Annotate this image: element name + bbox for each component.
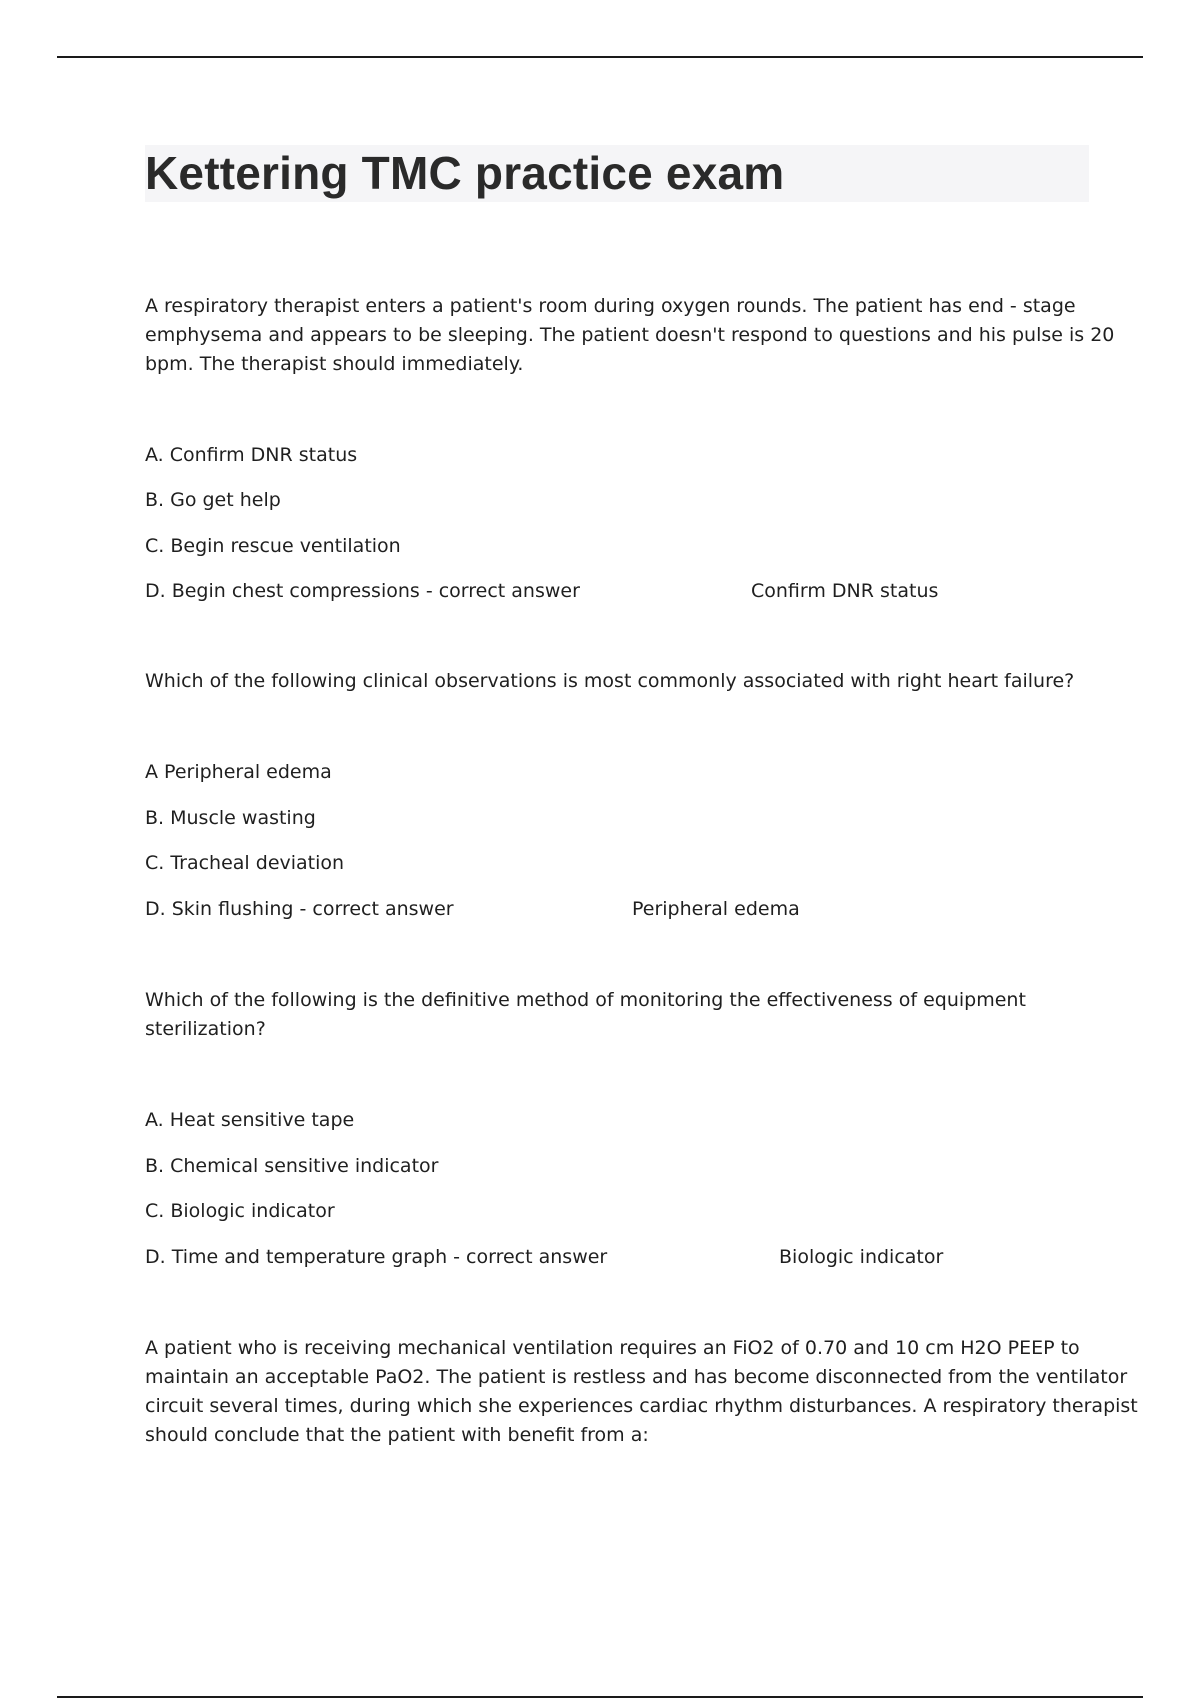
question-1-answer: Confirm DNR status <box>751 580 939 602</box>
bottom-divider <box>57 1696 1143 1698</box>
question-1-option-b: B. Go get help <box>145 489 281 511</box>
question-1-text <box>145 292 1115 379</box>
question-2-option-d: D. Skin flushing - correct answer <box>145 898 454 920</box>
question-1-option-d: D. Begin chest compressions - correct answer <box>145 580 580 602</box>
question-2-answer: Peripheral edema <box>632 898 800 920</box>
question-4-line: maintain an acceptable PaO2. The patient is restless and has become disconnected from the ventilator <box>145 1366 1128 1388</box>
question-1-line: A respiratory therapist enters a patient's room during oxygen rounds. The patient has end - stage <box>145 295 1076 317</box>
question-1-line: emphysema and appears to be sleeping. The patient doesn't respond to questions and his pulse is 20 <box>145 324 1115 346</box>
question-2-option-c: C. Tracheal deviation <box>145 852 345 874</box>
question-2-option-a: A Peripheral edema <box>145 761 332 783</box>
question-3-option-d: D. Time and temperature graph - correct answer <box>145 1246 608 1268</box>
question-3-option-c: C. Biologic indicator <box>145 1200 335 1222</box>
question-3-option-a: A. Heat sensitive tape <box>145 1109 355 1131</box>
question-1-line: bpm. The therapist should immediately. <box>145 353 524 375</box>
question-2-option-b: B. Muscle wasting <box>145 807 316 829</box>
question-3-text <box>145 986 1090 1044</box>
question-2-text <box>145 667 1090 696</box>
question-4-line: circuit several times, during which she experiences cardiac rhythm disturbances. A respiratory therapist <box>145 1395 1138 1417</box>
question-2-line: Which of the following clinical observations is most commonly associated with right heart failure? <box>145 670 1075 692</box>
question-4-text <box>145 1334 1138 1450</box>
top-divider <box>57 56 1143 58</box>
question-4-line: A patient who is receiving mechanical ventilation requires an FiO2 of 0.70 and 10 cm H2O PEEP to <box>145 1337 1080 1359</box>
question-3-line: sterilization? <box>145 1018 266 1040</box>
question-1-option-c: C. Begin rescue ventilation <box>145 535 401 557</box>
question-3-answer: Biologic indicator <box>779 1246 944 1268</box>
question-4-line: should conclude that the patient with benefit from a: <box>145 1424 649 1446</box>
page-title: Kettering TMC practice exam <box>145 147 785 199</box>
question-3-option-b: B. Chemical sensitive indicator <box>145 1155 439 1177</box>
question-1-option-a: A. Confirm DNR status <box>145 444 358 466</box>
question-3-line: Which of the following is the definitive method of monitoring the effectiveness of equipment <box>145 989 1026 1011</box>
